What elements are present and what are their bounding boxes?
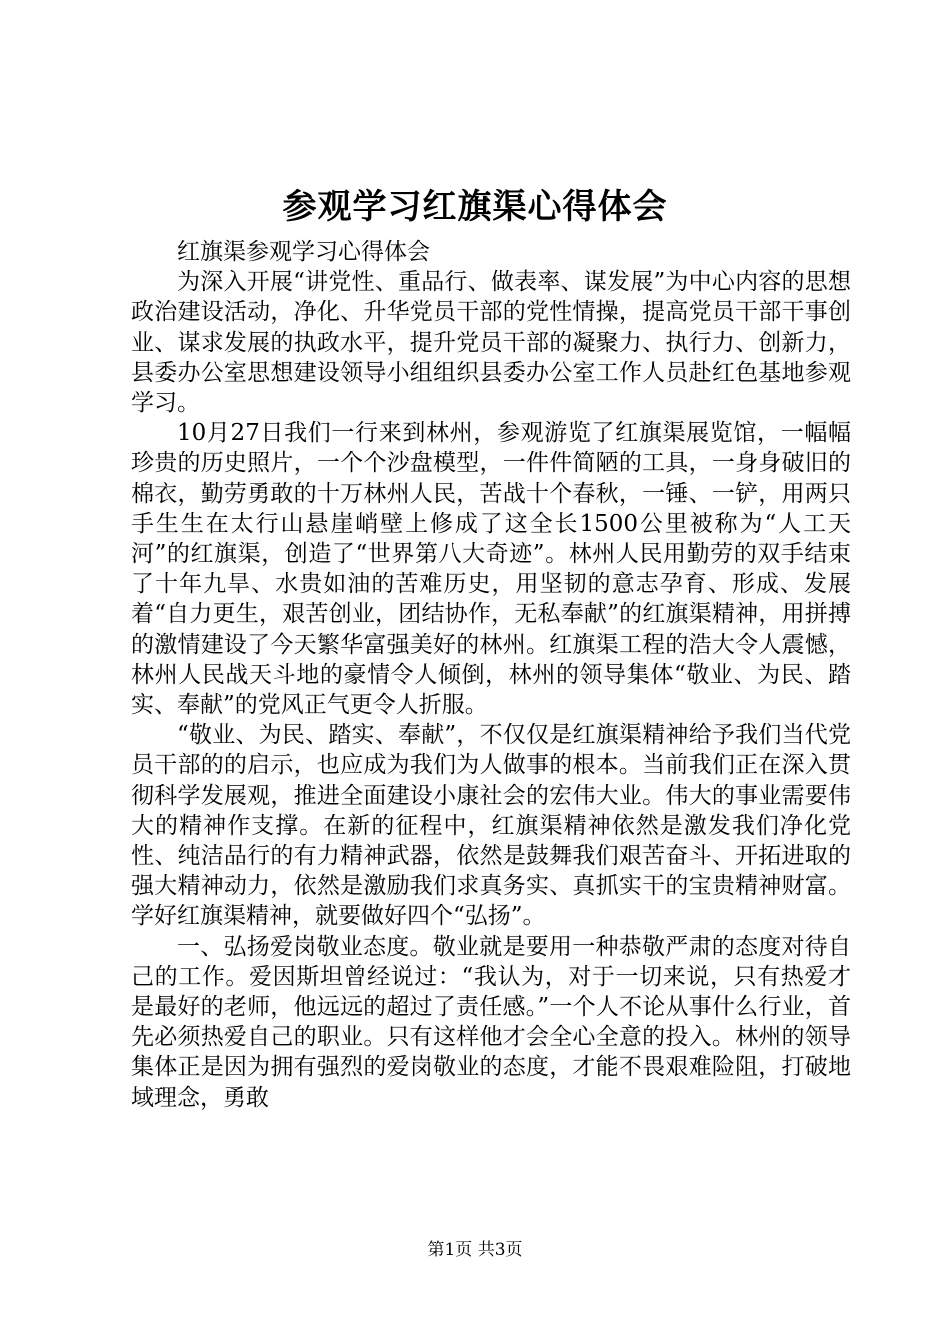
document-subtitle: 红旗渠参观学习心得体会: [177, 239, 430, 265]
paragraph: 为深入开展“讲党性、重品行、做表率、谋发展”为中心内容的思想政治建设活动，净化、升华党员干部的党性情操，提高党员干部干事创业、谋求发展的执政水平，提升党员干部的凝聚力、执行力、创新力，县委办公室思想建设领导小组组织县委办公室工作人员赴红色基地参观学习。: [131, 269, 851, 417]
paragraph: 10月27日我们一行来到林州，参观游览了红旗渠展览馆，一幅幅珍贵的历史照片，一个个沙盘模型，一件件简陋的工具，一身身破旧的棉衣，勤劳勇敢的十万林州人民，苦战十个春秋，一锤、一铲，用两只手生生在太行山悬崖峭壁上修成了这全长1500公里被称为“人工天河”的红旗渠，创造了“世界第八大奇迹”。林州人民用勤劳的双手结束了十年九旱、水贵如油的苦难历史，用坚韧的意志孕育、形成、发展着“自力更生，艰苦创业，团结协作，无私奉献”的红旗渠精神，用拼搏的激情建设了今天繁华富强美好的林州。红旗渠工程的浩大令人震憾，林州人民战天斗地的豪情令人倾倒，林州的领导集体“敬业、为民、踏实、奉献”的党风正气更令人折服。: [131, 420, 851, 719]
paragraph: “敬业、为民、踏实、奉献”，不仅仅是红旗渠精神给予我们当代党员干部的的启示，也应成为我们为人做事的根本。当前我们正在深入贯彻科学发展观，推进全面建设小康社会的宏伟大业。伟大的事业需要伟大的精神作支撑。在新的征程中，红旗渠精神依然是激发我们净化党性、纯洁品行的有力精神武器，依然是鼓舞我们艰苦奋斗、开拓进取的强大精神动力，依然是激励我们求真务实、真抓实干的宝贵精神财富。学好红旗渠精神，就要做好四个“弘扬”。: [131, 722, 851, 930]
document-body: [131, 237, 851, 1113]
page-footer: 第1页 共3页: [427, 1240, 523, 1260]
document-title: 参观学习红旗渠心得体会: [282, 187, 668, 227]
paragraph: 一、弘扬爱岗敬业态度。敬业就是要用一种恭敬严肃的态度对待自己的工作。爱因斯坦曾经说过：“我认为，对于一切来说，只有热爱才是最好的老师，他远远的超过了责任感。”一个人不论从事什么行业，首先必须热爱自己的职业。只有这样他才会全心全意的投入。林州的领导集体正是因为拥有强烈的爱岗敬业的态度，才能不畏艰难险阻，打破地域理念，勇敢: [131, 933, 851, 1111]
